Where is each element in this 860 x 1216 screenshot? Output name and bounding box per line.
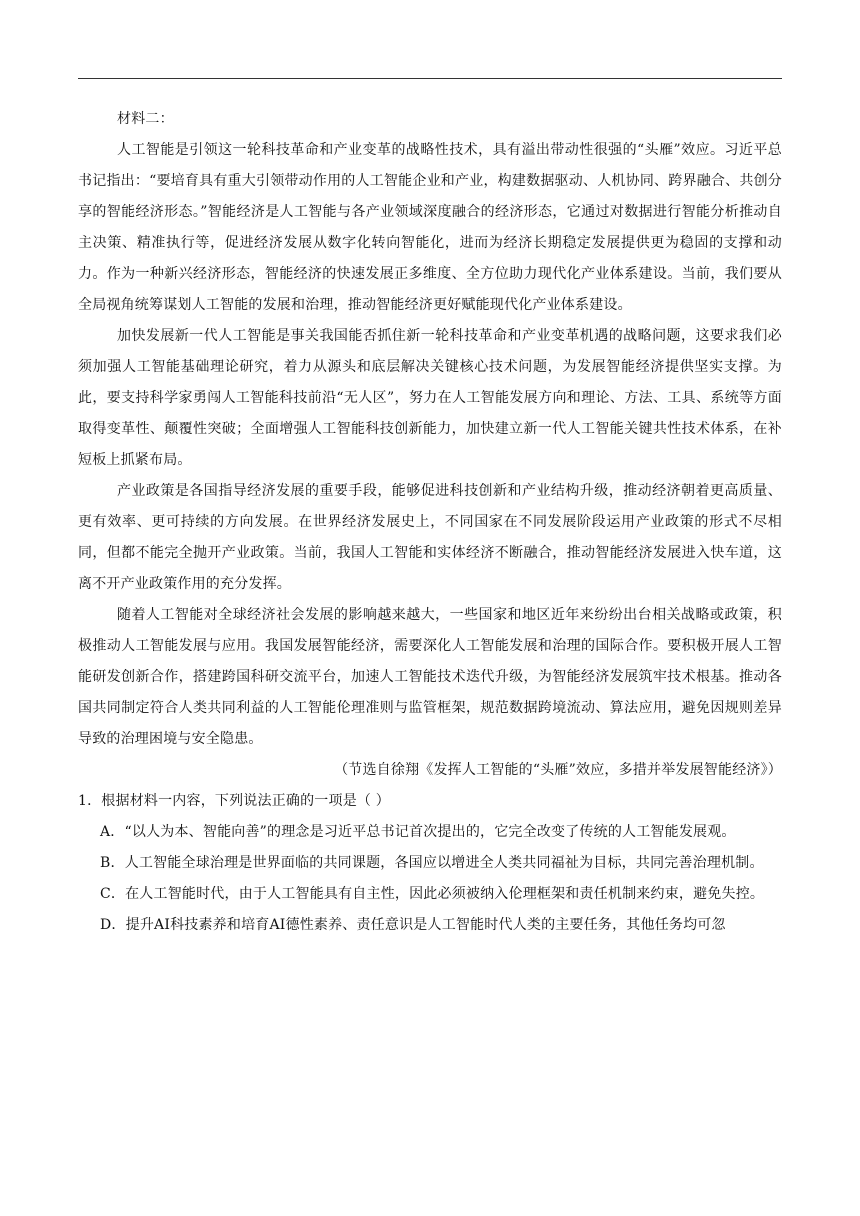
question-stem: 1．根据材料一内容，下列说法正确的一项是（ ）: [78, 793, 390, 809]
document-body: [78, 104, 782, 941]
material-heading: 材料二：: [117, 111, 174, 127]
option-a: A．“以人为本、智能向善”的理念是习近平总书记首次提出的，它完全改变了传统的人工智能发展观。: [100, 824, 736, 840]
option-d: D．提升AI科技素养和培育AI德性素养、责任意识是人工智能时代人类的主要任务，其他任务均可忽: [100, 917, 726, 933]
paragraph-3: 产业政策是各国指导经济发展的重要手段，能够促进科技创新和产业结构升级，推动经济朝着更高质量、更有效率、更可持续的方向发展。在世界经济发展史上，不同国家在不同发展阶段运用产业政策的形式不尽相同，但都不能完全抛开产业政策。当前，我国人工智能和实体经济不断融合，推动智能经济发展进入快车道，这离不开产业政策作用的充分发挥。: [78, 483, 782, 592]
option-b: B．人工智能全球治理是世界面临的共同课题，各国应以增进全人类共同福祉为目标，共同完善治理机制。: [100, 855, 764, 871]
source-citation: （节选自徐翔《发挥人工智能的“头雁”效应，多措并举发展智能经济》）: [334, 762, 782, 778]
paragraph-4: 随着人工智能对全球经济社会发展的影响越来越大，一些国家和地区近年来纷纷出台相关战略或政策，积极推动人工智能发展与应用。我国发展智能经济，需要深化人工智能发展和治理的国际合作。要积极开展人工智能研发创新合作，搭建跨国科研交流平台，加速人工智能技术迭代升级，为智能经济发展筑牢技术根基。推动各国共同制定符合人类共同利益的人工智能伦理准则与监管框架，规范数据跨境流动、算法应用，避免因规则差异导致的治理困境与安全隐患。: [78, 607, 782, 747]
paragraph-2: 加快发展新一代人工智能是事关我国能否抓住新一轮科技革命和产业变革机遇的战略问题，这要求我们必须加强人工智能基础理论研究，着力从源头和底层解决关键核心技术问题，为发展智能经济提供坚实支撑。为此，要支持科学家勇闯人工智能科技前沿“无人区”，努力在人工智能发展方向和理论、方法、工具、系统等方面取得变革性、颠覆性突破；全面增强人工智能科技创新能力，加快建立新一代人工智能关键共性技术体系，在补短板上抓紧布局。: [78, 328, 782, 468]
option-c: C．在人工智能时代，由于人工智能具有自主性，因此必须被纳入伦理框架和责任机制来约束，避免失控。: [100, 886, 765, 902]
paragraph-1: 人工智能是引领这一轮科技革命和产业变革的战略性技术，具有溢出带动性很强的“头雁”效应。习近平总书记指出：“要培育具有重大引领带动作用的人工智能企业和产业，构建数据驱动、人机协同、跨界融合、共创分享的智能经济形态。”智能经济是人工智能与各产业领域深度融合的经济形态，它通过对数据进行智能分析推动自主决策、精准执行等，促进经济发展从数字化转向智能化，进而为经济长期稳定发展提供更为稳固的支撑和动力。作为一种新兴经济形态，智能经济的快速发展正多维度、全方位助力现代化产业体系建设。当前，我们要从全局视角统筹谋划人工智能的发展和治理，推动智能经济更好赋能现代化产业体系建设。: [78, 142, 782, 313]
header-rule: [78, 78, 782, 79]
